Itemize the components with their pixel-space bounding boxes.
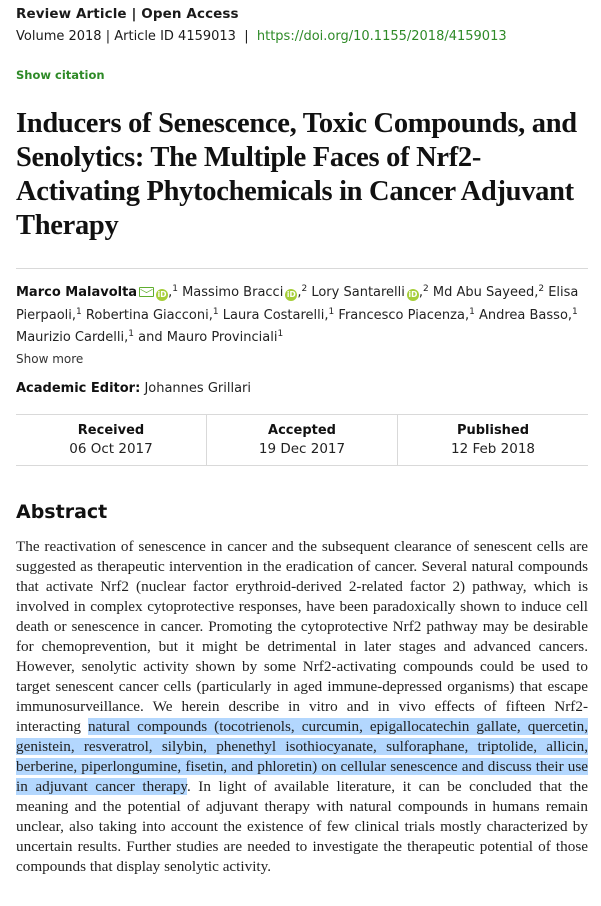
show-citation-link[interactable]: Show citation: [16, 68, 105, 82]
meta-separator: |: [244, 29, 249, 44]
editor-label: Academic Editor:: [16, 381, 141, 396]
affiliation-sup: 1: [328, 306, 335, 317]
date-value: 06 Oct 2017: [69, 441, 153, 457]
date-label: Received: [77, 423, 145, 438]
date-published: [398, 415, 588, 465]
author-name[interactable]: Andrea Basso,: [478, 307, 573, 323]
editor-name: Johannes Grillari: [144, 381, 251, 396]
affiliation-sup: 1: [128, 329, 135, 339]
author-name[interactable]: Robertina Giacconi,: [85, 307, 213, 323]
orcid-icon[interactable]: iD: [157, 290, 167, 299]
volume-label: Volume 2018: [16, 29, 102, 44]
author-name[interactable]: Md Abu Sayeed,: [432, 285, 539, 300]
date-accepted: [207, 415, 398, 465]
affiliation-sup: 2: [423, 284, 429, 294]
academic-editor: [16, 381, 251, 396]
selected-text-highlight[interactable]: natural compounds (tocotrienols, curcumin, epigallocatechin gallate, quercetin, genistein, resveratrol, silybin, phenethyl isothiocyanate, sulforaphane, triptolide, allicin, berberine, piperlongumine, fisetin, and phloretin) on cellular senescence and discuss their use in adjuvant cancer therapy: [16, 718, 588, 795]
article-type-label: Review Article | Open Access: [16, 6, 239, 22]
affiliation-sup: 1: [172, 284, 178, 294]
date-value: 12 Feb 2018: [450, 441, 536, 457]
abstract-text-part: The reactivation of senescence in cancer and the subsequent clearance of senescent cells are suggested as therapeutic intervention in the eradication of cancer. Several natural compounds that activate Nrf2 (nuclear factor erythroid-derived 2-related factor 2) pathway, which is involved in complex cytoprotective responses, have been paradoxically shown to induce cell death or senescence in cancer. Promoting the cytoprotective Nrf2 pathway may be desirable for chemoprevention, but it might be detrimental in later stages and advanced cancers. However, senolytic activity shown by some Nrf2-activating compounds could be used to target senescent cancer cells (particularly in aged immune-depressed organisms) that escape immunosurveillance. We herein describe in vitro and in vivo effects of fifteen Nrf2-interacting: [16, 538, 588, 735]
affiliation-sup: 2: [538, 284, 545, 294]
abstract-text-part: . In light of available literature, it can be concluded that the meaning and the potential of adjuvant therapy with natural compounds in humans remain unclear, also taking into account the existence of few clinical trials mostly characterized by uncertain results. Further studies are needed to investigate the therapeutic potential of those compounds that display senolytic activity.: [16, 778, 589, 875]
mail-icon[interactable]: [139, 287, 154, 297]
affiliation-sup: 1: [469, 306, 475, 317]
article-meta: [16, 29, 507, 44]
date-label: Published: [456, 423, 530, 438]
affiliation-sup: 2: [301, 284, 308, 294]
show-more-link[interactable]: Show more: [16, 352, 84, 366]
author-name[interactable]: Elisa Pierpaoli,: [16, 285, 579, 323]
date-received: [16, 415, 207, 465]
author-list: Marco Malavolta iD ,$^1$ Massimo Bracci iD ,$^2$ Lory Santarelli iD ,$^2$ Md Abu Sayeed,$^2$ Elisa Pierpaoli,$^1$ Robertina Giacconi,$^1$ Laura Costarelli,$^1$ Francesco Piacenza,$^1$ Andrea Basso,$^1$ Maurizio Cardelli,$^1$ and Mauro Provinciali$^1$: [16, 284, 579, 345]
abstract-heading: Abstract: [16, 501, 108, 523]
author-name[interactable]: Marco Malavolta: [16, 285, 138, 300]
affiliation-sup: 1: [277, 329, 284, 339]
orcid-icon[interactable]: iD: [408, 290, 418, 299]
date-label: Accepted: [268, 423, 336, 438]
author-name[interactable]: Laura Costarelli,: [222, 307, 329, 323]
affiliation-sup: 1: [572, 306, 578, 317]
author-name[interactable]: Lory Santarelli: [311, 285, 405, 300]
author-name[interactable]: Massimo Bracci: [182, 285, 284, 300]
publication-dates: [16, 414, 588, 466]
article-title: Inducers of Senescence, Toxic Compounds, and Senolytics: The Multiple Faces of Nrf2-Activating Phytochemicals in Cancer Adjuvant Therapy: [16, 108, 577, 241]
date-value: 19 Dec 2017: [258, 441, 346, 457]
affiliation-sup: 1: [212, 306, 219, 317]
article-id-label: | Article ID 4159013: [105, 29, 236, 44]
author-name[interactable]: Maurizio Cardelli,: [16, 330, 129, 345]
orcid-icon[interactable]: iD: [286, 290, 296, 299]
author-name[interactable]: Francesco Piacenza,: [338, 307, 470, 323]
doi-link[interactable]: https://doi.org/10.1155/2018/4159013: [256, 29, 507, 44]
abstract-text: [16, 537, 588, 877]
affiliation-sup: 1: [76, 306, 82, 317]
divider: [16, 268, 588, 269]
author-name[interactable]: and Mauro Provinciali: [138, 330, 278, 345]
